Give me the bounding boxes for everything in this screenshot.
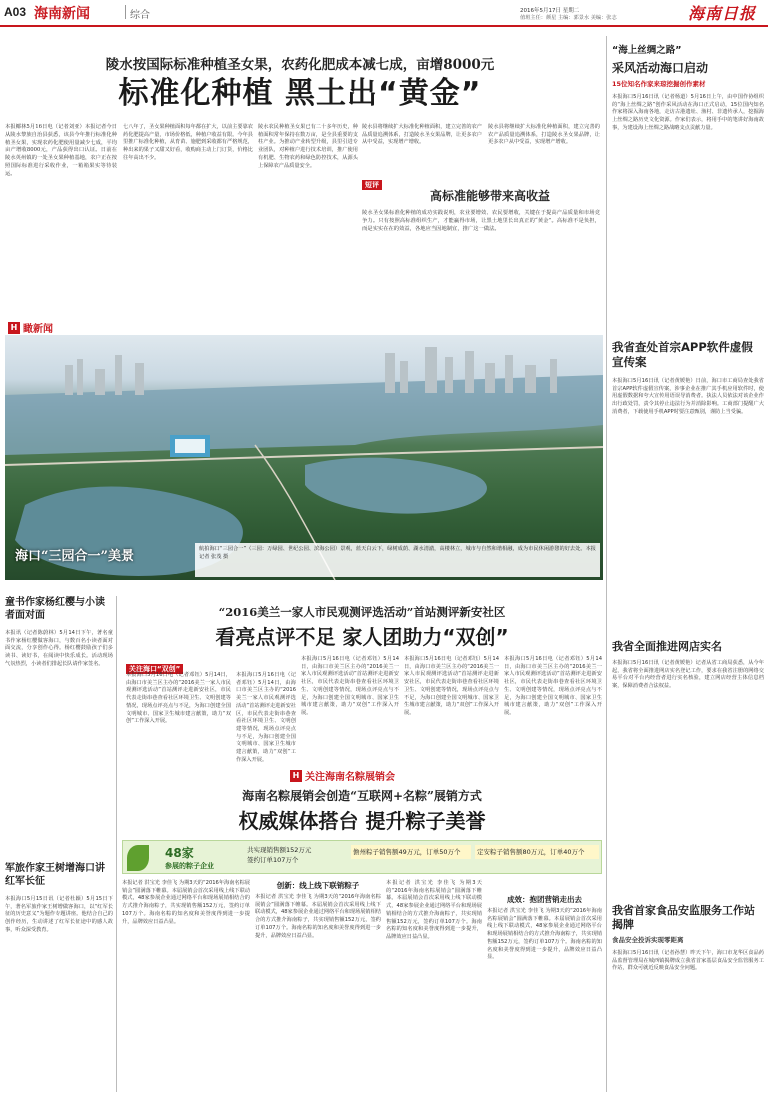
page-header — [0, 0, 768, 26]
appraisal-col-1: 本报海口5月16日电（记者邓钰）5月14日，由海口市美兰区主办的“2016美兰一家人市民观测评选活动”首站测评走进新安社区，市民代表走街串巷查看社区环境卫生、文明创建等情况，现场点评亮点与不足，为海口创建全国文明城市、国家卫生城市建言献策，助力“双创”工作深入开展。 — [126, 672, 231, 725]
silk-road-kicker: “海上丝绸之路” — [612, 45, 682, 56]
section-title: 海南新闻 — [34, 6, 90, 22]
banner-stat-dingan — [475, 845, 599, 859]
photo-caption-text: 航拍海口“三园合一”（三园：万绿园、世纪公园、滨海公园）景观，蓝天白云下，绿树成荫、湖水清澈，高楼林立，城市与自然和谐相融，成为市民休闲游憩的好去处。本报记者 张茂 摄 — [199, 546, 596, 560]
app-case-story — [612, 340, 764, 630]
photo-feature-tag — [8, 320, 53, 335]
aerial-photo — [5, 335, 603, 580]
author-story-text: 本报讯（记者陈蔚林）5月14日下午，著名童书作家杨红樱做客海口，与数百名小读者面对面交流，分享创作心得。杨红樱鼓励孩子们多读书、读好书，在阅读中快乐成长。活动现场气氛热烈，小读者们排起长队请作家签名。 — [5, 630, 113, 667]
silk-road-story — [612, 42, 764, 332]
column-divider-right — [606, 36, 607, 1092]
banner-stat-dingan-text: 定安粽子销售额80万元，订单40万个 — [477, 848, 585, 856]
silk-road-subtitle: 15位知名作家来琼挖掘创作素材 — [612, 80, 706, 88]
zongzi-col-3: 本报记者 洪宝光 李佳飞 为期3天的“2016年海南名粽展销会”圆满落下帷幕。本届展销会首次采用线上线下联动模式，48家参展企业通过网络平台和现场展销相结合的方式推介海南粽子，共实现销售额152万元，签约订单107万个。海南名粽的知名度和美誉度得到进一步提升，品牌效应日益凸显。 — [386, 880, 482, 940]
column-divider-left — [116, 596, 117, 1092]
commentary-text: 陵水圣女果标准化种植的成功实践说明，农业要增效、农民要增收，关键在于提高产品质量和市场竞争力。只有按照高标准组织生产，才能赢得市场，让黑土地里长出真正的“黄金”。高标准不是负担，而是实实在在的效益，各地应当因地制宜，推广这一做法。 — [362, 210, 600, 232]
banner-stat-danzhou — [351, 845, 471, 859]
lead-col-2: 七八年了，圣女果种植面积每年都在扩大，以前主要靠农药化肥提高产量，市场价格低，种植户收益有限。今年县里推广标准化种植，从育苗、施肥到采收都有严格规范，种出来的果子又甜又好看，收购商主动上门订货，价格比往年高出不少。 — [123, 124, 253, 161]
food-safety-subtitle: 食品安全投诉实现零距离 — [612, 936, 684, 944]
zongzi-col-4: 本报记者 洪宝光 李佳飞 为期3天的“2016年海南名粽展销会”圆满落下帷幕。本届展销会首次采用线上线下联动模式，48家参展企业通过网络平台和现场展销相结合的方式推介海南粽子，共实现销售额152万元，签约订单107万个。海南名粽的知名度和美誉度得到进一步提升，品牌效应日益凸显。 — [487, 908, 602, 961]
app-case-text: 本报海口5月16日讯（记者黄媛艳）日前，海口市工商局查处我省首宗APP软件虚假宣传案，涉事企业在推广其手机应用软件时，使用虚假数据和夸大宣传用语误导消费者。执法人员依法对该企业作出行政处罚，责令其停止违法行为并消除影响。工商部门提醒广大消费者，下载使用手机APP时要注意甄别，谨防上当受骗。 — [612, 378, 764, 415]
silk-road-text: 本报海口5月16日讯（记者杨道）5月16日上午，由中国作协组织的“海上丝绸之路”创作采风活动在海口正式启动，15位国内知名作家将深入海南各地，走访古港遗址、渔村、非遗传承人，挖掘海上丝绸之路历史文化资源。作家们表示，将用手中的笔讲好海南故事，为建设海上丝绸之路战略支点贡献力量。 — [612, 94, 764, 131]
army-writer-story — [5, 862, 113, 1092]
online-shop-story — [612, 640, 764, 898]
zongzi-col-1: 本报记者 洪宝光 李佳飞 为期3天的“2016年海南名粽展销会”圆满落下帷幕。本届展销会首次采用线上线下联动模式，48家参展企业通过网络平台和现场展销相结合的方式推介海南粽子，共实现销售额152万元，签约订单107万个。海南名粽的知名度和美誉度得到进一步提升，品牌效应日益凸显。 — [122, 880, 250, 925]
author-story — [5, 596, 113, 851]
appraisal-kicker: “2016美兰一家人市民观测评选活动”首站测评新安社区 — [218, 605, 506, 619]
photo-caption-title: 海口“三园合一”美景 — [15, 549, 134, 564]
zongzi-col-2: 本报记者 洪宝光 李佳飞 为期3天的“2016年海南名粽展销会”圆满落下帷幕。本届展销会首次采用线上线下联动模式，48家参展企业通过网络平台和现场展销相结合的方式推介海南粽子，共实现销售额152万元，签约订单107万个。海南名粽的知名度和美誉度得到进一步提升，品牌效应日益凸显。 — [255, 894, 381, 939]
banner-stat-danzhou-text: 儋州粽子销售额49万元，订单50万个 — [353, 848, 461, 856]
online-shop-title: 我省全面推进网店实名 — [612, 640, 722, 653]
zongzi-tag-icon: H — [290, 770, 302, 782]
issue-date: 2016年5月17日 星期二 — [520, 8, 580, 14]
online-shop-text: 本报海口5月16日讯（记者黄媛艳）记者从省工商局获悉，从今年起，我省将全面推进网店实名登记工作，要求在我省注册的网络交易平台对平台内经营者进行实名核验，建立网店经营主体信息档案，保障消费者合法权益。 — [612, 660, 764, 690]
appraisal-tag-label: 关注海口“双创” — [126, 664, 183, 674]
appraisal-col-2: 本报海口5月16日电（记者邓钰）5月14日，由海口市美兰区主办的“2016美兰一家人市民观测评选活动”首站测评走进新安社区，市民代表走街串巷查看社区环境卫生、文明创建等情况，现场点评亮点与不足，为海口创建全国文明城市、国家卫生城市建言献策，助力“双创”工作深入开展。 — [236, 672, 296, 763]
banner-count: 48家 — [165, 846, 194, 860]
banner-count-label: 参展的粽子企业 — [165, 862, 214, 870]
zongzi-tag — [290, 768, 395, 783]
zongzi-kicker: 海南名粽展销会创造“互联网+名粽”展销方式 — [242, 789, 482, 803]
masthead-logo: 海南日报 — [688, 4, 757, 23]
zongzi-tag-label: 关注海南名粽展销会 — [305, 772, 395, 783]
appraisal-headline: 看亮点评不足 家人团助力“双创” — [215, 625, 509, 649]
staff-credits: 值班主任：颜星 主编：郭景水 美编：张志 — [520, 15, 617, 21]
lead-headline: 标准化种植 黑土出“黄金” — [118, 76, 482, 111]
banner-stat-orders: 签约订单107万个 — [247, 856, 299, 864]
header-rule — [0, 25, 768, 27]
zongzi-leaf-icon — [127, 845, 149, 871]
silk-road-title: 采风活动海口启动 — [612, 61, 709, 75]
lead-col-4: 陵水县将继续扩大标准化种植面积，建立完善的农产品质量追溯体系，打造陵水圣女果品牌，让更多农户从中受益，实现增产增收。 — [362, 124, 482, 146]
army-writer-title: 军旅作家王树增海口讲红军长征 — [5, 863, 105, 887]
appraisal-col-3: 本报海口5月16日电（记者邓钰）5月14日，由海口市美兰区主办的“2016美兰一家人市民观测评选活动”首站测评走进新安社区，市民代表走街串巷查看社区环境卫生、文明创建等情况，现场点评亮点与不足，为海口创建全国文明城市、国家卫生城市建言献策，助力“双创”工作深入开展。 — [301, 656, 399, 716]
app-case-title: 我省查处首宗APP软件虚假宣传案 — [612, 340, 753, 369]
lead-kicker: 陵水按国际标准种植圣女果，农药化肥成本减七成，亩增8000元 — [105, 57, 495, 73]
photo-caption-box — [195, 543, 600, 577]
food-safety-title: 我省首家食品安监服务工作站揭牌 — [612, 904, 755, 931]
lead-col-3: 陵水农民种植圣女果已有二十多年历史，种植面积常年保持在数万亩，是全县重要的支柱产业。为推动产业转型升级，县里引进专业团队，对种植户进行技术培训，推广使用有机肥、生物农药和绿色防控技术，从源头上保障农产品质量安全。 — [258, 124, 358, 169]
commentary-headline: 高标准能够带来高收益 — [429, 189, 550, 203]
lead-col-5: 陵水县将继续扩大标准化种植面积，建立完善的农产品质量追溯体系，打造陵水圣女果品牌，让更多农户从中受益，实现增产增收。 — [488, 124, 600, 146]
food-safety-story — [612, 904, 764, 1092]
banner-stat-total — [247, 845, 347, 865]
subsection-title: 综合 — [130, 10, 150, 21]
page-number: A03 — [4, 5, 27, 19]
banner-stat-sales: 共实现销售额152万元 — [247, 846, 312, 854]
zongzi-section2-title: 成效：抱团营销走出去 — [507, 895, 582, 904]
lead-col-1: 本报椰林5月16日电（记者刘亚）本报记者今日从陵水黎族自治县获悉，该县今年推行标准化种植圣女果，实现农药化肥使用量减少七成，平均亩产增收8000元，产品获得出口认证。日前在陵水英州镇的一处圣女果种植基地，农户正在按照国际标准进行采收作业，一箱箱果实等待装运。 — [5, 124, 117, 177]
appraisal-col-5: 本报海口5月16日电（记者邓钰）5月14日，由海口市美兰区主办的“2016美兰一家人市民观测评选活动”首站测评走进新安社区，市民代表走街串巷查看社区环境卫生、文明创建等情况，现场点评亮点与不足，为海口创建全国文明城市、国家卫生城市建言献策，助力“双创”工作深入开展。 — [504, 656, 602, 716]
food-safety-text: 本报海口5月16日讯（记者孙慧）昨天下午，海口市龙华区食品药品监督管理局在城西镇揭牌成立我省首家基层食品安全监管服务工作站，群众可就近反映食品安全问题。 — [612, 950, 764, 972]
zongzi-stats-banner — [122, 840, 602, 874]
appraisal-col-4: 本报海口5月16日电（记者邓钰）5月14日，由海口市美兰区主办的“2016美兰一家人市民观测评选活动”首站测评走进新安社区，市民代表走街串巷查看社区环境卫生、文明创建等情况，现场点评亮点与不足，为海口创建全国文明城市、国家卫生城市建言献策，助力“双创”工作深入开展。 — [404, 656, 499, 716]
zongzi-section1-title: 创新：线上线下联销粽子 — [276, 881, 360, 890]
author-story-title: 童书作家杨红樱与小读者面对面 — [5, 597, 105, 621]
commentary-tag — [362, 172, 382, 191]
commentary-tag-label: 短评 — [362, 180, 382, 190]
section-divider — [125, 5, 126, 19]
zongzi-headline: 权威媒体搭台 提升粽子美誉 — [238, 809, 486, 833]
army-writer-text: 本报海口5月15日讯（记者杜颖）5月15日下午，著名军旅作家王树增做客海口，以“红军长征的历史意义”为题作专题讲座。他结合自己的创作经历，生动讲述了红军长征途中的感人故事，听众深受教育。 — [5, 896, 113, 933]
photo-tag-label: 瞰新闻 — [23, 324, 53, 335]
photo-tag-icon: H — [8, 322, 20, 334]
